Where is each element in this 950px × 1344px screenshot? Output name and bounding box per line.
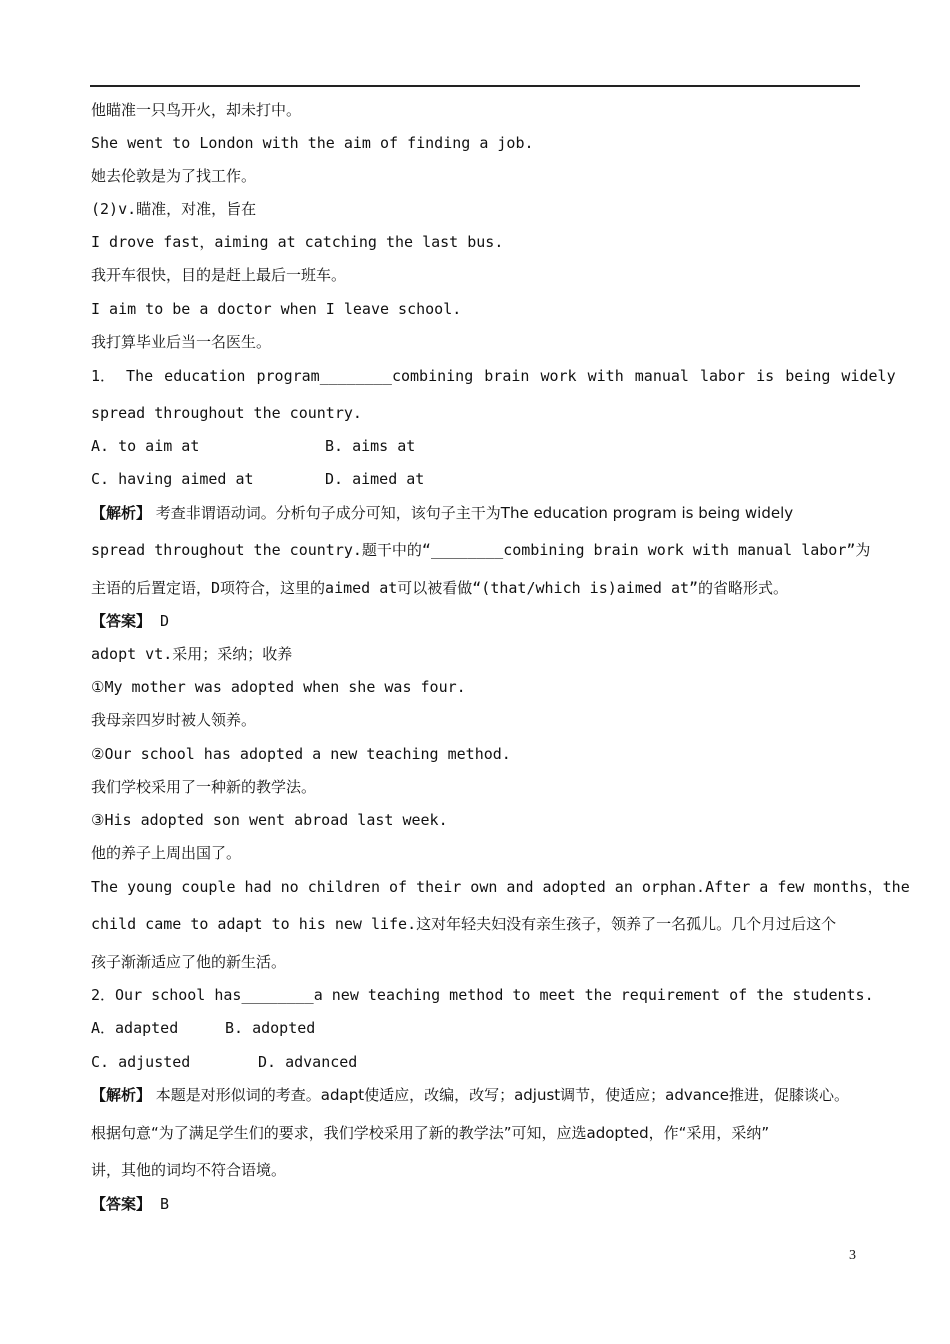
adopt-example-cn: 他的养子上周出国了。 [91,844,242,862]
page-number: 3 [849,1248,856,1263]
q2-analysis-cont: 根据句意“为了满足学生们的要求，我们学校采用了新的教学法”可知，应选adopted，作“采用，采纳” [91,1124,770,1142]
question-1-stem-cont: spread throughout the country. [91,404,362,422]
q1-analysis-cont: spread throughout the country.题干中的“________combining brain work with manual labor”为 [91,541,871,559]
analysis-text: 本题是对形似词的考查。adapt使适应，改编，改写；adjust调节，使适应；advance推进，促膝谈心。 [151,1086,849,1104]
analysis-label: 【解析】 [91,504,152,522]
q1-analysis-cont: 主语的后置定语，D项符合，这里的aimed at可以被看做“(that/which is)aimed at”的省略形式。 [91,579,789,597]
q2-option-c: C. adjusted [91,1053,191,1071]
answer-label: 【答案】 [91,612,152,630]
text-line: I aim to be a doctor when I leave school. [91,300,462,318]
answer-label: 【答案】 [91,1195,152,1213]
q1-option-b: B. aims at [325,437,416,455]
adopt-example-cn: 我们学校采用了一种新的教学法。 [91,778,317,796]
q2-analysis [91,1085,871,1105]
answer-value: B [151,1195,170,1213]
adopt-paragraph: The young couple had no children of their own and adopted an orphan.After a few months，the [91,878,910,896]
q1-analysis [91,503,871,523]
q2-option-d: D. advanced [258,1053,358,1071]
q2-option-b: B. adopted [225,1019,316,1037]
adopt-example-en: ②Our school has adopted a new teaching method. [91,745,511,763]
adopt-paragraph: child came to adapt to his new life.这对年轻夫妇没有亲生孩子，领养了一名孤儿。几个月过后这个 [91,915,837,933]
q1-option-c: C. having aimed at [91,470,254,488]
text-line: 我开车很快，目的是赶上最后一班车。 [91,266,347,284]
text-line: 她去伦敦是为了找工作。 [91,167,257,185]
q1-option-d: D. aimed at [325,470,425,488]
analysis-label: 【解析】 [91,1086,152,1104]
text-line: She went to London with the aim of finding a job. [91,134,534,152]
adopt-example-en: ③His adopted son went abroad last week. [91,811,448,829]
question-1-stem: 1． The education program________combining brain work with manual labor is being widely [91,367,896,385]
text-line: I drove fast，aiming at catching the last bus. [91,233,504,251]
text-line: (2)v.瞄准，对准，旨在 [91,200,257,218]
q2-analysis-cont: 讲，其他的词均不符合语境。 [91,1161,287,1179]
answer-value: D [151,612,170,630]
analysis-text: 考查非谓语动词。分析句子成分可知，该句子主干为The education program is being widely [151,504,794,522]
text-line: 他瞄准一只鸟开火，却未打中。 [91,101,302,119]
adopt-heading: adopt vt.采用；采纳；收养 [91,645,293,663]
text-line: 我打算毕业后当一名医生。 [91,333,272,351]
q2-answer [91,1194,871,1214]
question-2-stem: 2．Our school has________a new teaching method to meet the requirement of the students. [91,986,874,1004]
adopt-paragraph: 孩子渐渐适应了他的新生活。 [91,953,287,971]
q1-answer [91,611,871,631]
q2-option-a: A．adapted [91,1019,179,1037]
adopt-example-cn: 我母亲四岁时被人领养。 [91,711,257,729]
header-rule [90,85,860,87]
q1-option-a: A. to aim at [91,437,200,455]
adopt-example-en: ①My mother was adopted when she was four. [91,678,466,696]
